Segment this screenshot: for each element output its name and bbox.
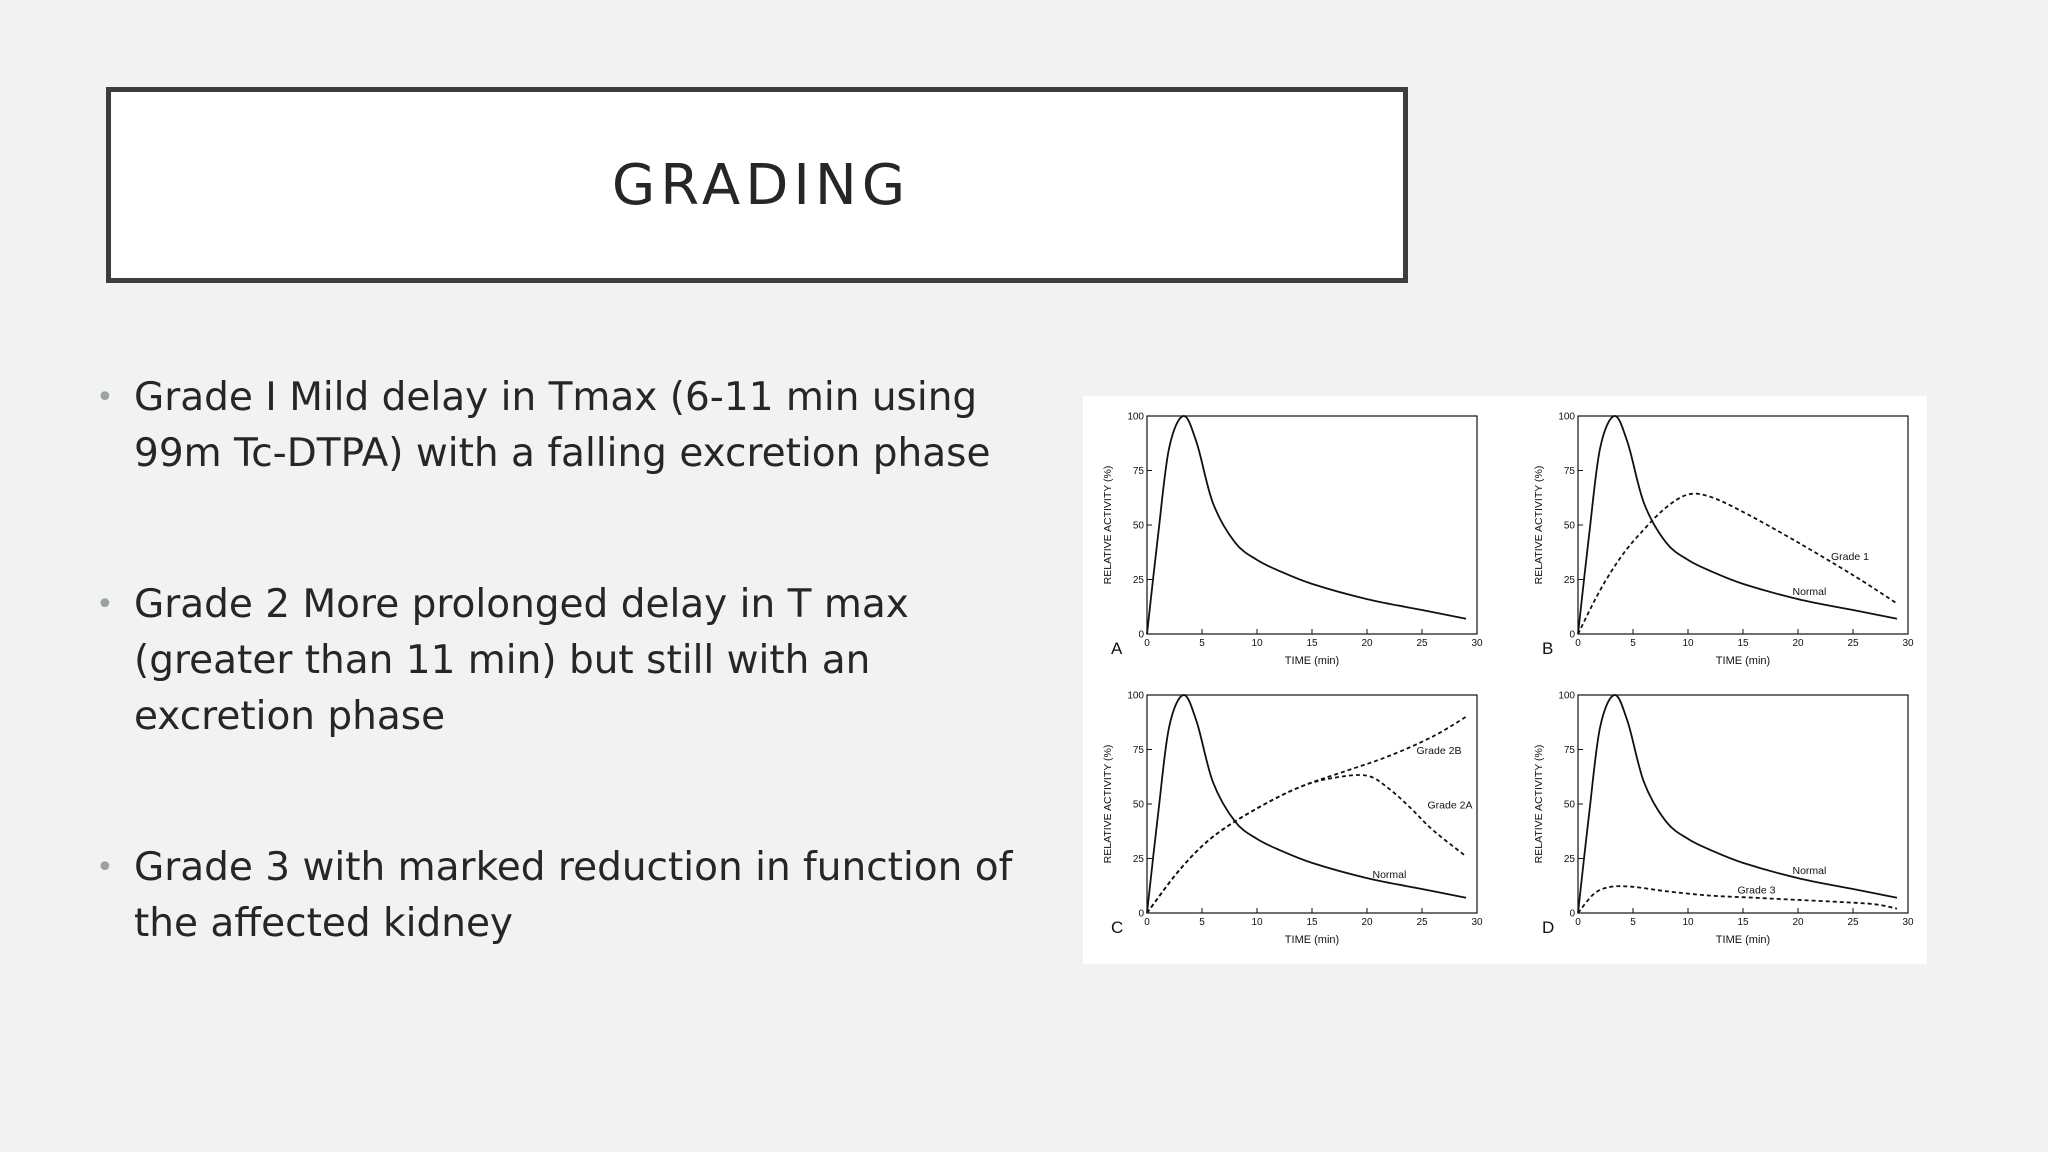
y-tick-label: 25: [1132, 575, 1144, 586]
y-tick-label: 50: [1132, 520, 1144, 532]
y-tick-label: 25: [1563, 575, 1575, 586]
x-tick-label: 5: [1630, 638, 1636, 649]
renogram-charts: [1083, 396, 1927, 964]
x-tick-label: 0: [1144, 638, 1150, 649]
x-tick-label: 30: [1471, 917, 1483, 928]
y-tick-label: 50: [1563, 520, 1575, 532]
x-tick-label: 30: [1902, 638, 1914, 649]
x-tick-label: 0: [1575, 638, 1581, 649]
x-tick-label: 30: [1902, 917, 1914, 928]
series-label: Normal: [1792, 585, 1827, 598]
series-label: Grade 3: [1737, 884, 1776, 897]
y-tick-label: 75: [1132, 745, 1144, 756]
x-tick-label: 15: [1306, 638, 1318, 649]
x-axis-label: TIME (min): [1715, 934, 1771, 946]
panel-label: D: [1542, 918, 1555, 937]
y-tick-label: 0: [1569, 908, 1575, 920]
series-label: Normal: [1792, 864, 1827, 877]
y-axis-label: RELATIVE ACTIVITY (%): [1102, 465, 1114, 585]
x-tick-label: 25: [1416, 638, 1428, 649]
y-tick-label: 100: [1127, 690, 1144, 702]
x-tick-label: 10: [1682, 917, 1694, 928]
x-axis-label: TIME (min): [1284, 655, 1340, 667]
plot-frame: [1578, 695, 1908, 913]
series-label: Normal: [1372, 869, 1407, 882]
plot-frame: [1578, 416, 1908, 634]
y-tick-label: 0: [1138, 908, 1144, 920]
solid-series-line: [1578, 416, 1897, 634]
x-tick-label: 15: [1737, 638, 1749, 649]
bullet-text: Grade 2 More prolonged delay in T max (greater than 11 min) but still with an excretion phase: [134, 582, 909, 739]
title-box: [106, 87, 1408, 283]
y-axis-label: RELATIVE ACTIVITY (%): [1533, 744, 1545, 864]
x-tick-label: 25: [1847, 638, 1859, 649]
y-axis-label: RELATIVE ACTIVITY (%): [1533, 465, 1545, 585]
renogram-figure: [1083, 396, 1927, 964]
x-tick-label: 20: [1361, 917, 1373, 928]
x-tick-label: 10: [1251, 917, 1263, 928]
y-tick-label: 25: [1132, 854, 1144, 865]
solid-series-line: [1147, 416, 1466, 634]
y-tick-label: 25: [1563, 854, 1575, 865]
series-label: Grade 1: [1831, 550, 1869, 563]
y-tick-label: 75: [1132, 466, 1144, 477]
y-tick-label: 0: [1138, 629, 1144, 641]
x-tick-label: 5: [1630, 917, 1636, 928]
y-tick-label: 100: [1127, 411, 1144, 423]
y-tick-label: 75: [1563, 466, 1575, 477]
x-tick-label: 30: [1471, 638, 1483, 649]
bullet-text: Grade 3 with marked reduction in function of the affected kidney: [134, 845, 1013, 946]
solid-series-line: [1578, 695, 1897, 913]
series-label: Grade 2B: [1416, 744, 1462, 757]
bullet-dot-icon: •: [96, 850, 114, 885]
y-axis-label: RELATIVE ACTIVITY (%): [1102, 744, 1114, 864]
x-axis-label: TIME (min): [1284, 934, 1340, 946]
x-tick-label: 0: [1575, 917, 1581, 928]
y-tick-label: 50: [1132, 799, 1144, 811]
x-tick-label: 5: [1199, 917, 1205, 928]
bullet-dot-icon: •: [96, 380, 114, 415]
solid-series-line: [1147, 695, 1466, 913]
y-tick-label: 50: [1563, 799, 1575, 811]
x-tick-label: 10: [1682, 638, 1694, 649]
x-tick-label: 5: [1199, 638, 1205, 649]
bullet-item: [96, 577, 1016, 745]
y-tick-label: 100: [1558, 690, 1575, 702]
x-tick-label: 0: [1144, 917, 1150, 928]
bullet-item: [96, 840, 1016, 952]
x-tick-label: 10: [1251, 638, 1263, 649]
bullet-item: [96, 370, 1016, 482]
slide-title: GRADING: [611, 152, 911, 218]
panel-label: B: [1542, 639, 1554, 658]
plot-frame: [1147, 416, 1477, 634]
x-tick-label: 25: [1847, 917, 1859, 928]
series-label: Grade 2A: [1427, 799, 1473, 812]
panel-label: C: [1111, 918, 1124, 937]
y-tick-label: 75: [1563, 745, 1575, 756]
y-tick-label: 100: [1558, 411, 1575, 423]
panel-label: A: [1111, 639, 1123, 658]
x-tick-label: 20: [1361, 638, 1373, 649]
x-axis-label: TIME (min): [1715, 655, 1771, 667]
dashed-series-line: [1147, 775, 1466, 913]
x-tick-label: 20: [1792, 917, 1804, 928]
x-tick-label: 25: [1416, 917, 1428, 928]
bullet-dot-icon: •: [96, 587, 114, 622]
x-tick-label: 15: [1737, 917, 1749, 928]
x-tick-label: 15: [1306, 917, 1318, 928]
y-tick-label: 0: [1569, 629, 1575, 641]
dashed-series-line: [1578, 494, 1897, 634]
bullet-text: Grade I Mild delay in Tmax (6-11 min using 99m Tc-DTPA) with a falling excretion phase: [134, 375, 991, 476]
x-tick-label: 20: [1792, 638, 1804, 649]
